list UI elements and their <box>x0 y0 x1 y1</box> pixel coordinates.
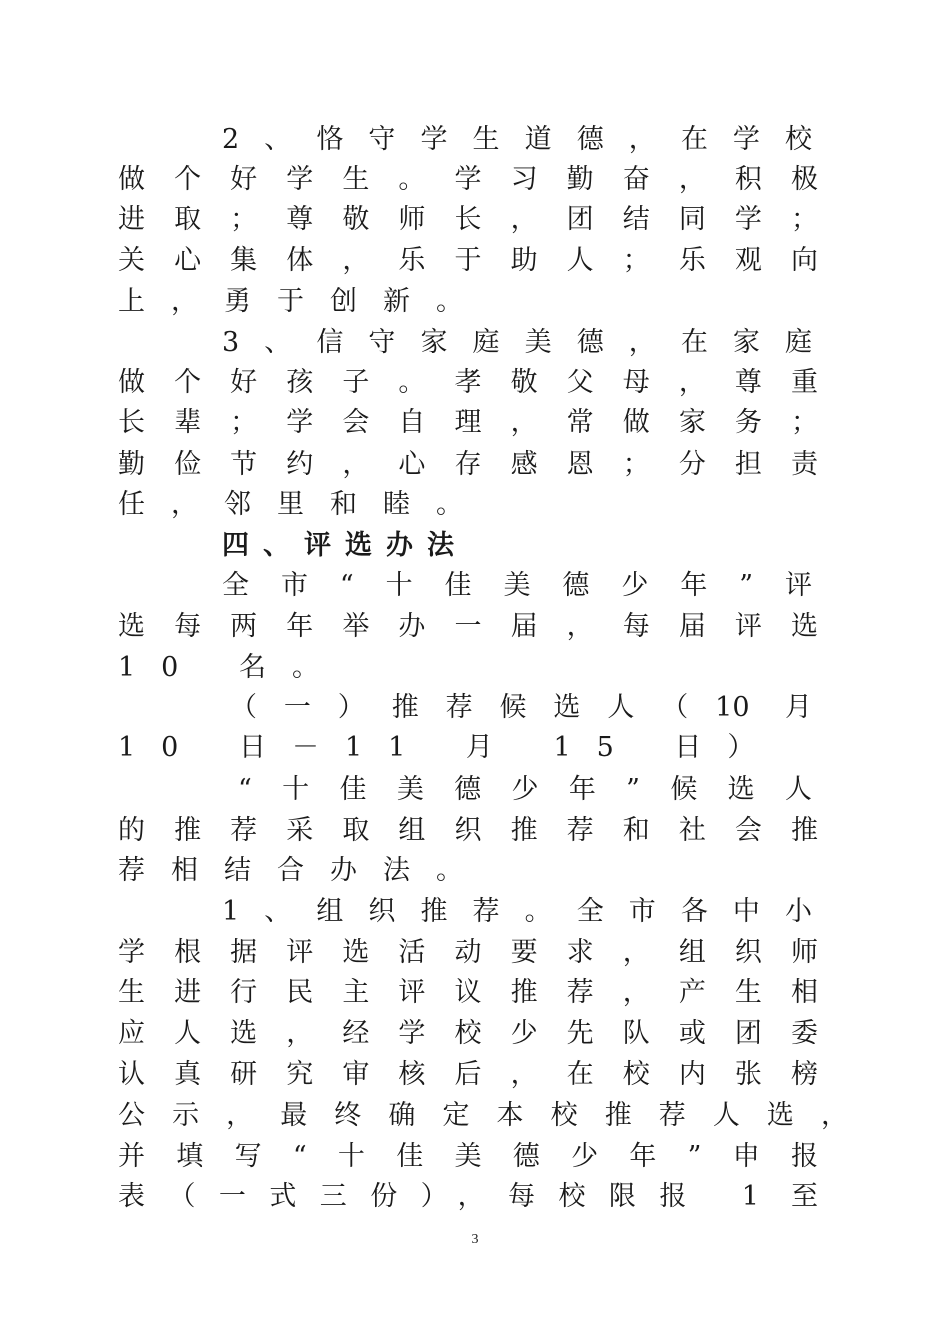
section-heading: 四、评选办法 <box>222 530 468 561</box>
text-line: 进取；尊敬师长，团结同学； <box>118 204 818 235</box>
text-line: 认真研究审核后，在校内张榜 <box>118 1059 818 1090</box>
text-line: 任，邻里和睦。 <box>118 489 489 520</box>
text-line: 生进行民主评议推荐，产生相 <box>118 977 818 1008</box>
text-line: 的推荐采取组织推荐和社会推 <box>118 815 818 846</box>
text-line: 荐相结合办法。 <box>118 855 489 886</box>
text-line: 学根据评选活动要求，组织师 <box>118 937 818 968</box>
text-line: 公示，最终确定本校推荐人选， <box>118 1100 848 1131</box>
text-line: 2、恪守学生道德，在学校 <box>222 124 812 155</box>
text-line: 勤俭节约，心存感恩；分担责 <box>118 449 818 480</box>
text-line: 全市“十佳美德少年”评 <box>222 570 812 601</box>
text-line: 关心集体，乐于助人；乐观向 <box>118 245 818 276</box>
text-line: “十佳美德少年”候选人 <box>238 774 812 805</box>
text-line: 并填写“十佳美德少年”申报 <box>118 1141 818 1172</box>
text-line: 1、组织推荐。全市各中小 <box>222 896 812 927</box>
text-line: 3、信守家庭美德，在家庭 <box>222 327 812 358</box>
text-line: 做个好孩子。孝敬父母，尊重 <box>118 367 818 398</box>
subsection-heading: （一）推荐候选人（10 月 <box>230 692 812 723</box>
text-line: 选每两年举办一届，每届评选 <box>118 611 818 642</box>
text-line: 应人选，经学校少先队或团委 <box>118 1018 818 1049</box>
page-number: 3 <box>471 1232 479 1247</box>
text-line: 做个好学生。学习勤奋，积极 <box>118 164 818 195</box>
text-line: 表（一式三份），每校限报 1 至 <box>118 1181 818 1212</box>
text-line: 上，勇于创新。 <box>118 286 489 317</box>
text-line: 10 名。 <box>118 652 345 683</box>
text-line: 10 日－11 月 15 日） <box>118 732 781 763</box>
text-line: 长辈；学会自理，常做家务； <box>118 407 818 438</box>
